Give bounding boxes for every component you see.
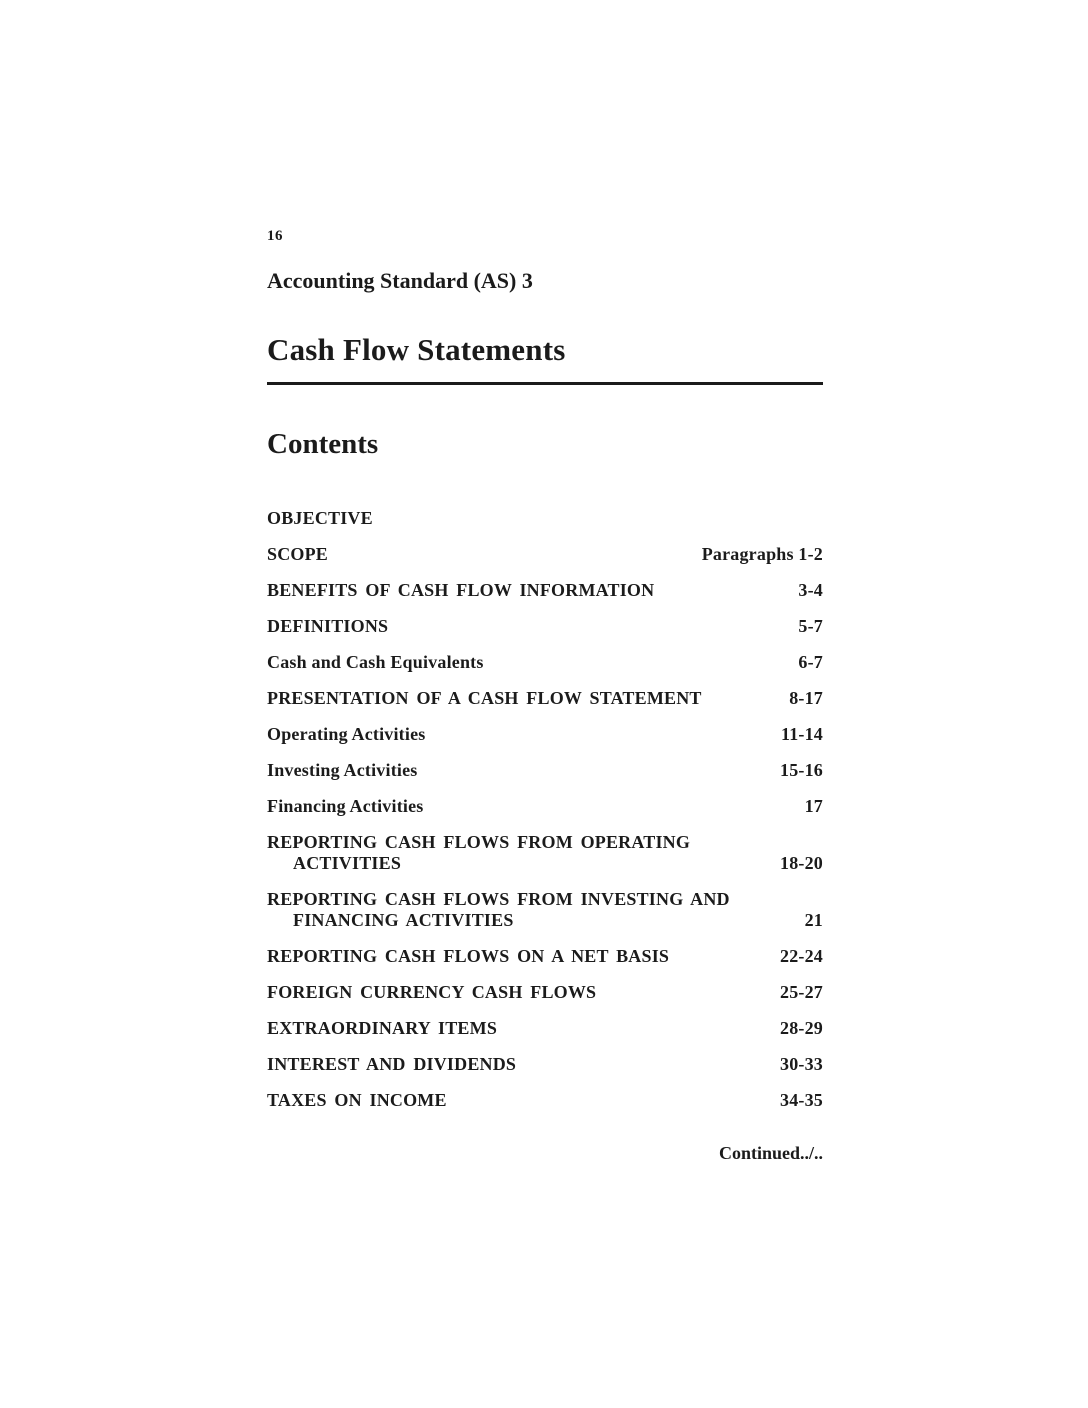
toc-entry-pages: 18-20 (780, 853, 823, 873)
toc-row (267, 889, 823, 931)
toc-row (267, 982, 823, 1003)
toc-entry-line: OBJECTIVE (267, 508, 373, 528)
standard-label: Accounting Standard (AS) 3 (267, 268, 533, 293)
toc-row (267, 1018, 823, 1039)
toc-row (267, 760, 823, 781)
toc-entry-pages: 22-24 (780, 946, 823, 966)
toc-entry-line: Cash and Cash Equivalents (267, 652, 484, 672)
toc-row (267, 508, 823, 529)
toc-row (267, 544, 823, 565)
toc-entry-pages: 17 (804, 796, 823, 816)
toc-entry-line: REPORTING CASH FLOWS ON A NET BASIS (267, 946, 670, 966)
toc-row (267, 796, 823, 817)
toc-entry-pages: 30-33 (780, 1054, 823, 1074)
continued-note: Continued../.. (718, 1143, 823, 1163)
toc-list (267, 508, 823, 1111)
toc-entry-line: BENEFITS OF CASH FLOW INFORMATION (267, 580, 655, 600)
toc-entry-line: Operating Activities (267, 724, 426, 744)
toc-entry-pages: 3-4 (798, 580, 823, 600)
toc-entry-pages: 21 (804, 910, 823, 930)
toc-entry-line: EXTRAORDINARY ITEMS (267, 1018, 498, 1038)
toc-entry-line: Investing Activities (267, 760, 418, 780)
toc-entry-label (267, 688, 702, 709)
toc-entry-label (267, 1090, 447, 1111)
toc-entry-line: PRESENTATION OF A CASH FLOW STATEMENT (267, 688, 702, 708)
toc-entry-line: REPORTING CASH FLOWS FROM INVESTING AND (267, 889, 730, 909)
toc-entry-label (267, 724, 425, 745)
toc-entry-line: ACTIVITIES (293, 853, 402, 873)
toc-entry-pages: 28-29 (780, 1018, 823, 1038)
toc-entry-label (267, 652, 484, 673)
toc-entry-label (267, 889, 730, 931)
toc-row (267, 688, 823, 709)
toc-entry-label (267, 580, 654, 601)
toc-row (267, 1090, 823, 1111)
toc-entry-pages: 6-7 (798, 652, 823, 672)
toc-row (267, 1054, 823, 1075)
toc-entry-line: FINANCING ACTIVITIES (293, 910, 514, 930)
toc-row (267, 832, 823, 874)
contents-heading: Contents (267, 428, 379, 460)
document-title: Cash Flow Statements (267, 332, 566, 367)
toc-entry-line: REPORTING CASH FLOWS FROM OPERATING (267, 832, 691, 852)
toc-entry-label (267, 1054, 516, 1075)
toc-entry-pages: 5-7 (798, 616, 823, 636)
toc-entry-label (267, 832, 690, 874)
toc-row (267, 946, 823, 967)
toc-entry-label (267, 982, 596, 1003)
toc-entry-label (267, 508, 373, 529)
toc-entry-label (267, 1018, 497, 1039)
toc-entry-pages: 15-16 (780, 760, 823, 780)
toc-entry-line: DEFINITIONS (267, 616, 389, 636)
toc-entry-label (267, 544, 328, 565)
toc-entry-line: FOREIGN CURRENCY CASH FLOWS (267, 982, 597, 1002)
toc-entry-label (267, 796, 424, 817)
toc-entry-pages: 8-17 (789, 688, 823, 708)
toc-entry-line: Financing Activities (267, 796, 424, 816)
toc-entry-line: INTEREST AND DIVIDENDS (267, 1054, 517, 1074)
toc-entry-pages: 34-35 (780, 1090, 823, 1110)
toc-entry-label (267, 616, 388, 637)
toc-entry-line: TAXES ON INCOME (267, 1090, 447, 1110)
toc-row (267, 652, 823, 673)
title-rule (267, 382, 823, 385)
toc-entry-pages: 11-14 (780, 724, 823, 744)
page-number: 16 (267, 228, 283, 244)
toc-entry-label (267, 760, 418, 781)
toc-row (267, 616, 823, 637)
toc-row (267, 724, 823, 745)
toc-entry-line: SCOPE (267, 544, 329, 564)
toc-row (267, 580, 823, 601)
toc-entry-pages: Paragraphs 1-2 (701, 544, 823, 564)
toc-entry-pages: 25-27 (780, 982, 823, 1002)
toc-entry-label (267, 946, 669, 967)
